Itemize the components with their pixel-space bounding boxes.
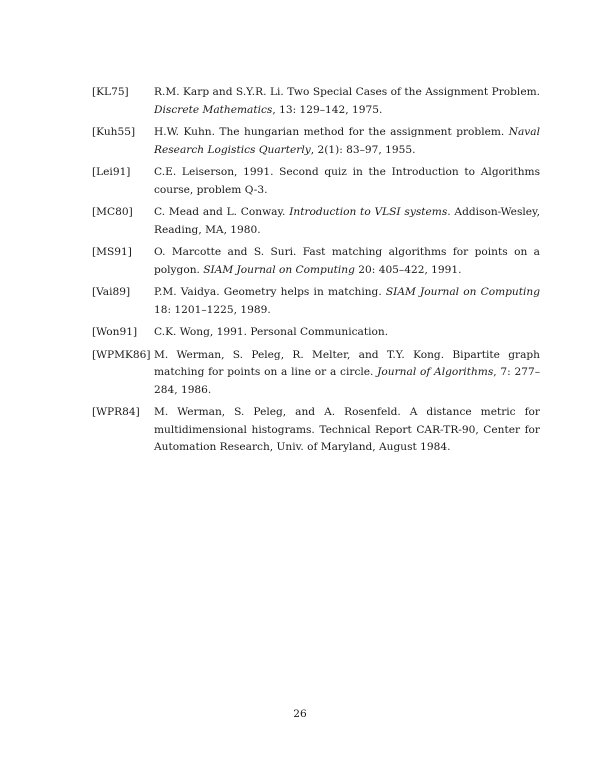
reference-text: O. Marcotte and S. Suri. Fast matching algorithms for points on a polygon. SIAM Journal on Computing 20: 405–422, 1991. <box>154 246 540 276</box>
citation-key: [Won91] <box>92 326 138 338</box>
reference-text: R.M. Karp and S.Y.R. Li. Two Special Cases of the Assignment Problem. Discrete Mathematics, 13: 129–142, 1975. <box>154 86 540 116</box>
journal-title: Journal of Algorithms <box>377 366 494 378</box>
citation-key: [MC80] <box>92 206 133 218</box>
reference-text: M. Werman, S. Peleg, and A. Rosenfeld. A distance metric for multidimensional histograms. Technical Report CAR-TR-90, Center for Automation Research, Univ. of Maryland, August 1984. <box>154 406 540 453</box>
reference-text: H.W. Kuhn. The hungarian method for the assignment problem. Naval Research Logistics Quarterly, 2(1): 83–97, 1955. <box>154 126 540 156</box>
citation-key: [Vai89] <box>92 286 131 298</box>
citation-key: [KL75] <box>92 86 129 98</box>
reference-entry <box>92 164 540 199</box>
page-number: 26 <box>293 708 307 720</box>
journal-title: Discrete Mathematics <box>154 103 273 116</box>
journal-title: Naval Research Logistics Quarterly <box>154 126 540 156</box>
citation-key: [Kuh55] <box>92 126 136 138</box>
reference-entry <box>92 284 540 319</box>
book-title: Introduction to VLSI systems <box>289 206 448 218</box>
reference-entry <box>92 244 540 279</box>
reference-entry <box>92 347 540 400</box>
reference-list <box>92 84 540 462</box>
reference-text: C.K. Wong, 1991. Personal Communication. <box>154 326 389 338</box>
reference-entry <box>92 124 540 159</box>
citation-key: [MS91] <box>92 246 132 258</box>
reference-text: C. Mead and L. Conway. Introduction to VLSI systems. Addison-Wesley, Reading, MA, 1980. <box>154 206 540 236</box>
journal-title: SIAM Journal on Computing <box>203 263 355 276</box>
citation-key: [WPR84] <box>92 406 140 418</box>
reference-text: P.M. Vaidya. Geometry helps in matching. SIAM Journal on Computing 18: 1201–1225, 1989. <box>154 286 540 316</box>
journal-title: SIAM Journal on Computing <box>385 286 540 298</box>
reference-entry <box>92 204 540 239</box>
citation-key: [WPMK86] <box>92 348 151 361</box>
reference-entry <box>92 324 540 342</box>
reference-entry <box>92 84 540 119</box>
citation-key: [Lei91] <box>92 166 131 178</box>
reference-entry <box>92 404 540 457</box>
reference-text: M. Werman, S. Peleg, R. Melter, and T.Y. Kong. Bipartite graph matching for points on a line or a circle. Journal of Algorithms, 7: 277–284, 1986. <box>154 348 540 396</box>
reference-text: C.E. Leiserson, 1991. Second quiz in the Introduction to Algorithms course, problem Q-3. <box>154 166 540 196</box>
